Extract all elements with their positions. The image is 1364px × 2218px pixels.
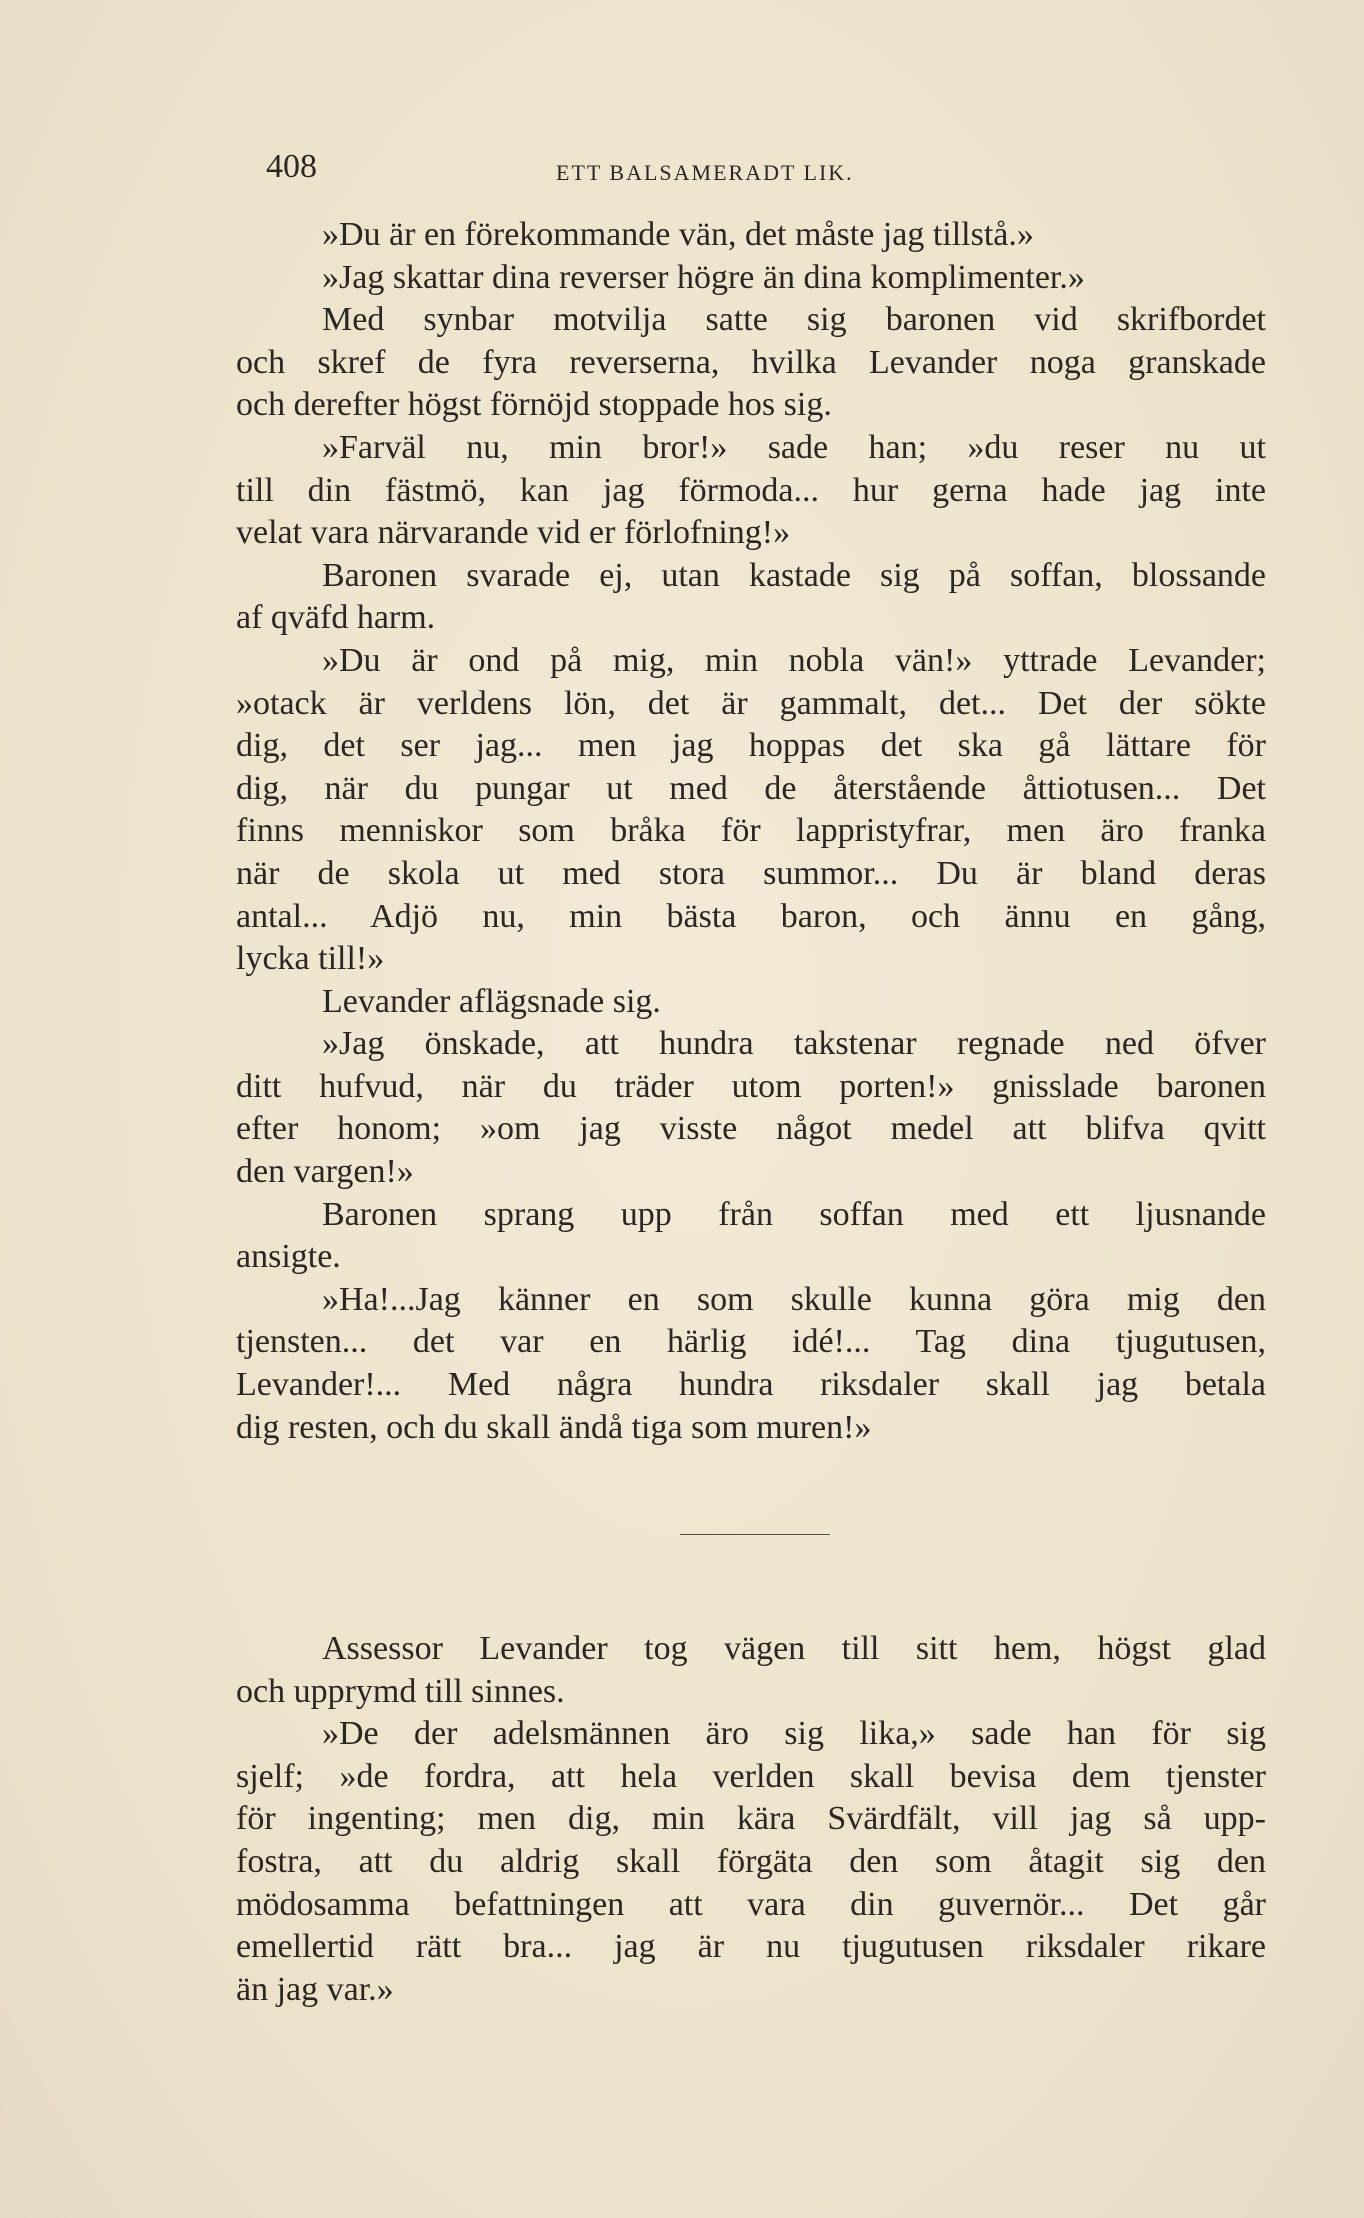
text-line: sjelf; »de fordra, att hela verlden skall bevisa dem tjenster [236,1757,1266,1795]
text-line: dig resten, och du skall ändå tiga som muren!» [236,1408,872,1446]
text-line: Baronen svarade ej, utan kastade sig på soffan, blossande [322,556,1266,594]
text-line: »Du är en förekommande vän, det måste jag tillstå.» [322,216,1034,253]
text-line: dig, det ser jag... men jag hoppas det ska gå lättare för [236,727,1266,765]
text-line: till din fästmö, kan jag förmoda... hur gerna hade jag inte [236,471,1266,509]
running-title: ETT BALSAMERADT LIK. [556,160,854,185]
text-line: och skref de fyra reverserna, hvilka Levander noga granskade [236,343,1266,381]
text-line: den vargen!» [236,1153,414,1191]
text-line: för ingenting; men dig, min kära Svärdfält, vill jag så upp- [236,1800,1266,1838]
text-line: antal... Adjö nu, min bästa baron, och ännu en gång, [236,897,1266,935]
text-line: finns menniskor som bråka för lappristyfrar, men äro franka [236,812,1266,850]
text-line: lycka till!» [236,940,385,978]
text-section-1 [236,214,1266,1449]
text-line: ansigte. [236,1238,341,1276]
text-section-2 [236,1628,1266,2011]
text-line: och upprymd till sinnes. [236,1672,565,1710]
text-line: Baronen sprang upp från soffan med ett ljusnande [322,1195,1266,1233]
text-line: Assessor Levander tog vägen till sitt hem, högst glad [322,1630,1266,1667]
text-line: »De der adelsmännen äro sig lika,» sade han för sig [322,1715,1266,1753]
text-line: »otack är verldens lön, det är gammalt, det... Det der sökte [236,684,1266,722]
text-line: velat vara närvarande vid er förlofning!» [236,514,791,552]
text-line: Med synbar motvilja satte sig baronen vid skrifbordet [322,301,1266,339]
page-number: 408 [266,148,317,185]
text-line: och derefter högst förnöjd stoppade hos sig. [236,386,832,424]
text-line: Levander!... Med några hundra riksdaler skall jag betala [236,1366,1266,1404]
text-line: dig, när du pungar ut med de återstående åttiotusen... Det [236,769,1266,807]
text-line: »Ha!...Jag känner en som skulle kunna göra mig den [322,1280,1266,1318]
text-line: tjensten... det var en härlig idé!... Tag dina tjugutusen, [236,1323,1266,1361]
text-line: mödosamma befattningen att vara din guvernör... Det går [236,1885,1266,1923]
text-line: »Jag önskade, att hundra takstenar regnade ned öfver [322,1025,1266,1063]
text-line: än jag var.» [236,1970,394,2008]
text-line: »Du är ond på mig, min nobla vän!» yttrade Levander; [322,641,1266,679]
text-line: Levander aflägsnade sig. [322,982,661,1020]
section-divider [680,1534,830,1535]
text-line: efter honom; »om jag visste något medel att blifva qvitt [236,1110,1266,1148]
text-line: fostra, att du aldrig skall förgäta den som åtagit sig den [236,1842,1266,1880]
text-line: »Farväl nu, min bror!» sade han; »du reser nu ut [322,428,1266,466]
page-header [266,148,1266,196]
text-line: när de skola ut med stora summor... Du är bland deras [236,854,1266,892]
text-line: emellertid rätt bra... jag är nu tjugutusen riksdaler rikare [236,1928,1266,1966]
text-line: ditt hufvud, när du träder utom porten!» gnisslade baronen [236,1067,1266,1105]
text-line: »Jag skattar dina reverser högre än dina komplimenter.» [322,258,1085,296]
text-line: af qväfd harm. [236,599,436,637]
